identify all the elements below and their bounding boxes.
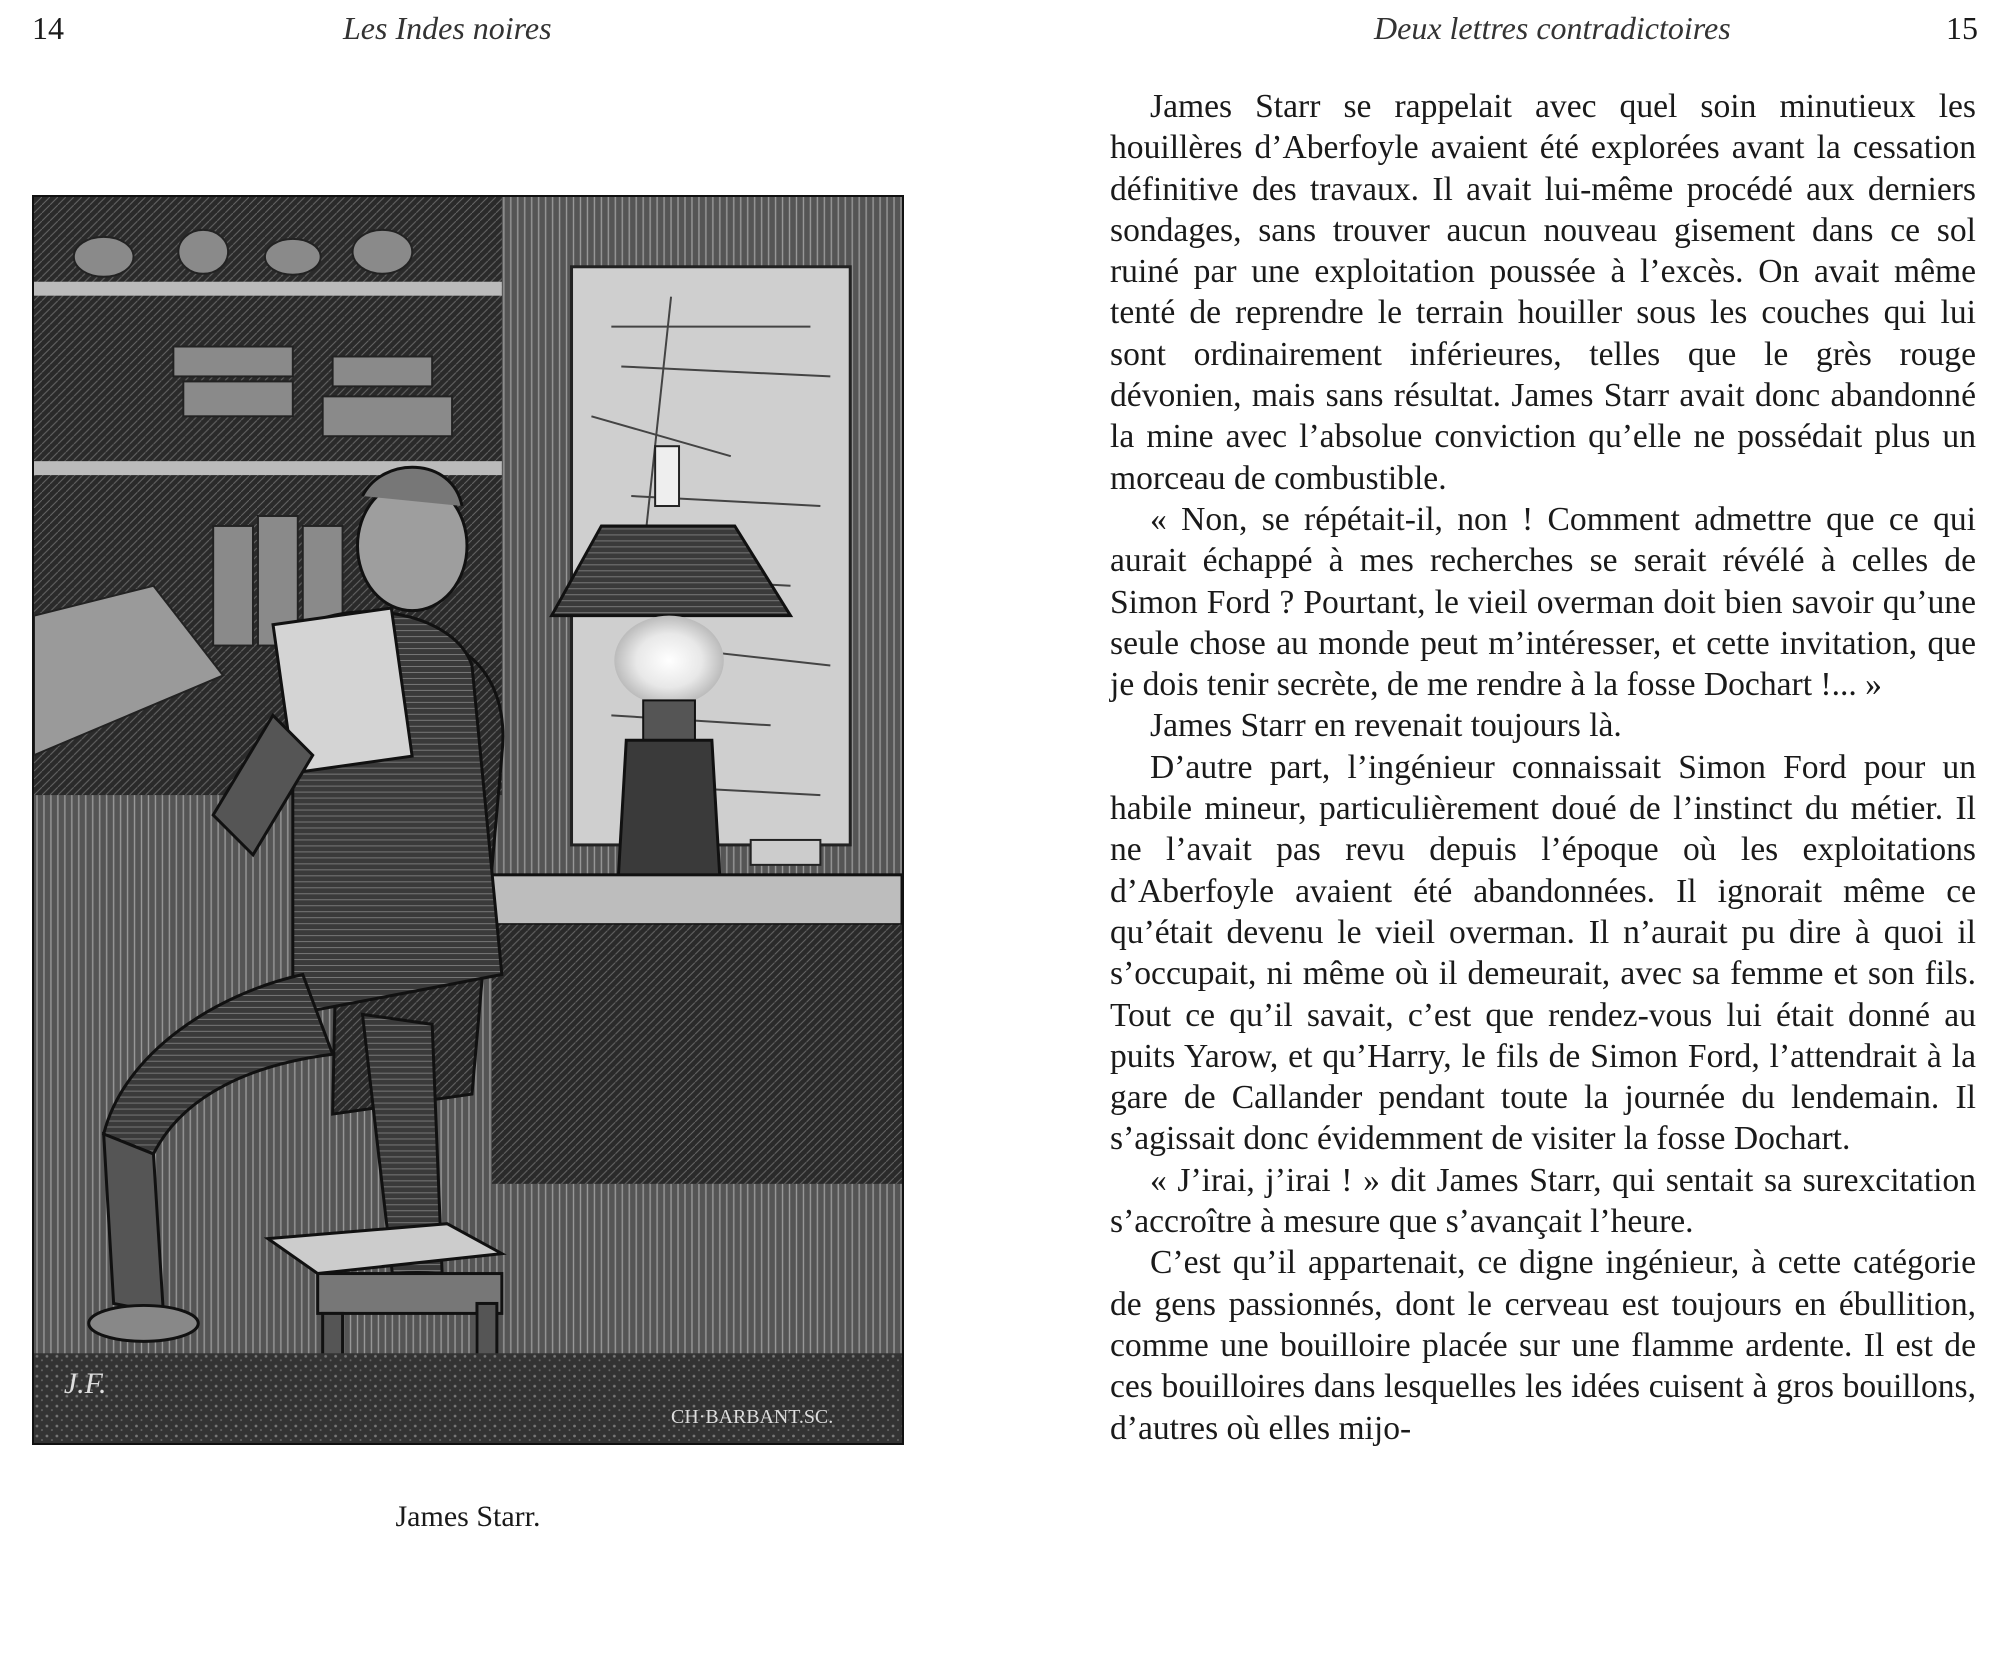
paragraph: James Starr en revenait toujours là.	[1150, 707, 1622, 745]
engraver-signature: CH·BARBANT.SC.	[671, 1406, 834, 1429]
paragraph: D’autre part, l’ingénieur connaissait Simon Ford pour un habile mineur, particulièrement doué de l’instinct du métier. Il ne l’avait pas revu depuis l’époque où les exploitations d’Aberfoyle avaient été abandonnées. Il ignorait même ce qu’était devenu le vieil overman. Il n’aurait pu dire à quoi il s’occupait, ni même où il demeurait, avec sa femme et son fils. Tout ce qu’il savait, c’est que rendez-vous lui était donné au puits Yarow, et qu’Harry, le fils de Simon Ford, l’attendrait à la gare de Callander pendant toute la journée du lendemain. Il s’agissait donc évidemment de visiter la fosse Dochart.	[1110, 748, 1976, 1158]
paragraph: « J’irai, j’irai ! » dit James Starr, qui sentait sa surexcitation s’accroître à mesure que s’avançait l’heure.	[1110, 1161, 1976, 1241]
paragraph: C’est qu’il appartenait, ce digne ingénieur, à cette catégorie de gens passionnés, dont le cerveau est toujours en ébullition, comme une bouilloire placée sur une flamme ardente. Il est de ces bouilloires dans lesquelles les idées cuisent à gros bouillons, d’autres où elles mijo-	[1110, 1244, 1976, 1447]
illustration-caption: James Starr.	[395, 1500, 541, 1533]
left-page-number: 14	[32, 10, 64, 46]
lamp-globe	[614, 616, 723, 706]
paragraph: James Starr se rappelait avec quel soin minutieux les houillères d’Aberfoyle avaient été explorées avant la cessation définitive des travaux. Il avait lui-même procédé aux derniers sondages, sans trouver aucun nouveau gisement dans ce sol ruiné par une exploitation poussée à l’excès. On avait même tenté de reprendre le terrain houiller sous les couches qui lui sont ordinairement inférieures, telles que le grès rouge dévonien, mais sans résultat. James Starr avait donc abandonné la mine avec l’absolue conviction qu’elle ne possédait plus un morceau de combustible.	[1110, 88, 1976, 497]
paragraph: « Non, se répétait-il, non ! Comment admettre que ce qui aurait échappé à mes recherches se serait révélé à celles de Simon Ford ? Pourtant, le vieil overman doit bien savoir qu’une seule chose au monde peut m’intéresser, et cette invitation, que je dois tenir secrète, de me rendre à la fosse Dochart !... »	[1110, 500, 1976, 704]
right-page-number: 15	[1946, 10, 1978, 46]
table	[492, 875, 902, 925]
engraving-illustration	[32, 195, 904, 1445]
artist-signature: J.F.	[63, 1367, 107, 1401]
left-running-head: Les Indes noires	[343, 10, 552, 46]
body-text	[1110, 86, 1976, 1449]
engraving-svg	[34, 197, 902, 1443]
right-running-head: Deux lettres contradictoires	[1374, 10, 1731, 46]
